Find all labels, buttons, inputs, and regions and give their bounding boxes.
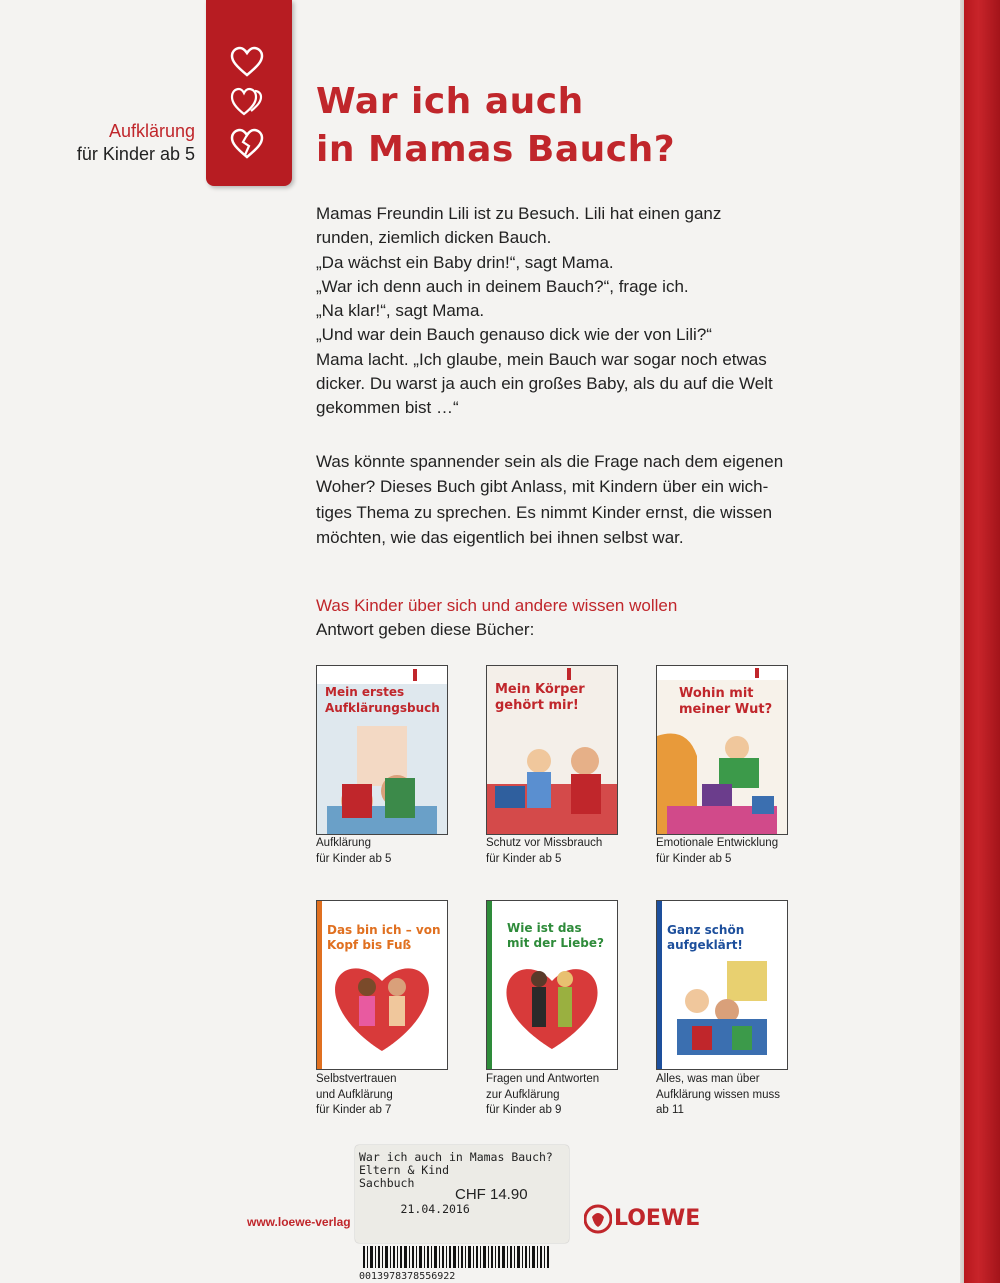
sticker-price: CHF 14.90 (455, 1186, 528, 1203)
caption-line: Aufklärung wissen muss (656, 1088, 780, 1101)
description-line: Was könnte spannender sein als die Frage nach dem eigenen (316, 452, 784, 471)
story-line: gekommen bist …“ (316, 398, 459, 418)
caption-line: Aufklärung (316, 837, 371, 849)
title-line-2: in Mamas Bauch? (316, 129, 676, 170)
heart-outline-icon (230, 46, 264, 78)
book-3-cover-title: Wohin mit meiner Wut? (679, 686, 773, 717)
caption-line: zur Aufklärung (486, 1088, 560, 1101)
series-label (77, 120, 195, 166)
book-cover-3 (656, 665, 788, 835)
caption-line: ab 11 (656, 1104, 684, 1116)
book-title (316, 78, 736, 174)
sticker-date: 21.04.2016 (400, 1202, 470, 1216)
story-line: runden, ziemlich dicken Bauch. (316, 228, 552, 248)
story-line: Mama lacht. „Ich glaube, mein Bauch war sogar noch etwas (316, 349, 767, 369)
lion-icon (584, 1203, 612, 1235)
story-excerpt (316, 202, 836, 421)
story-line: Mamas Freundin Lili ist zu Besuch. Lili hat einen ganz (316, 204, 722, 223)
book-4-cover-title: Das bin ich – von Kopf bis Fuß (327, 923, 441, 952)
book-cover-1 (316, 665, 448, 835)
story-line: „Na klar!“, sagt Mama. (316, 301, 485, 321)
caption-line: Alles, was man über (656, 1073, 760, 1085)
section-heading: Was Kinder über sich und andere wissen wollen (316, 596, 678, 615)
caption-line: Schutz vor Missbrauch (486, 837, 603, 849)
story-line: dicker. Du warst ja auch ein großes Baby, als du auf die Welt (316, 374, 773, 394)
book-5-cover-title: Wie ist das mit der Liebe? (507, 921, 604, 950)
publisher-name: LOEWE (614, 1206, 701, 1231)
story-line: „War ich denn auch in deinem Bauch?“, frage ich. (316, 276, 689, 296)
book-description (316, 449, 836, 550)
broken-heart-icon (230, 128, 264, 160)
book-spine (964, 0, 1000, 1283)
price-sticker (355, 1145, 569, 1282)
caption-line: für Kinder ab 7 (316, 1104, 392, 1116)
book-cover-5 (486, 900, 618, 1070)
book-cover-2 (486, 665, 618, 835)
description-line: möchten, wie das eigentlich bei ihnen selbst war. (316, 527, 684, 547)
book-2-caption (486, 836, 646, 867)
description-line: Woher? Dieses Buch gibt Anlass, mit Kindern über ein wich- (316, 477, 769, 497)
related-books-heading (316, 594, 836, 642)
caption-line: und Aufklärung (316, 1088, 393, 1101)
series-line-2: für Kinder ab 5 (76, 144, 195, 164)
caption-line: Emotionale Entwicklung (656, 837, 779, 849)
book-6-cover-title: Ganz schön aufgeklärt! (667, 923, 745, 952)
sticker-subcategory: Sachbuch (359, 1176, 415, 1190)
book-5-caption (486, 1072, 646, 1119)
sticker-title: War ich auch in Mamas Bauch? (359, 1150, 553, 1164)
caption-line: für Kinder ab 9 (486, 1104, 562, 1116)
book-3-caption (656, 836, 816, 867)
book-1-cover-title: Mein erstes Aufklärungsbuch (325, 685, 440, 715)
caption-line: für Kinder ab 5 (656, 852, 732, 865)
barcode (359, 1246, 557, 1268)
description-line: tiges Thema zu sprechen. Es nimmt Kinder ernst, die wissen (316, 502, 773, 522)
caption-line: Selbstvertrauen (316, 1073, 397, 1085)
book-cover-6 (656, 900, 788, 1070)
sticker-date-row (359, 1186, 569, 1242)
caption-line: für Kinder ab 5 (486, 852, 562, 865)
book-6-caption (656, 1072, 816, 1119)
book-4-caption (316, 1072, 476, 1119)
book-2-cover-title: Mein Körper gehört mir! (495, 682, 585, 713)
title-line-1: War ich auch (316, 81, 584, 122)
caption-line: Fragen und Antworten (486, 1073, 600, 1085)
series-line-1: Aufklärung (108, 121, 195, 141)
story-line: „Da wächst ein Baby drin!“, sagt Mama. (316, 252, 614, 272)
book-cover-4 (316, 900, 448, 1070)
story-line: „Und war dein Bauch genauso dick wie der von Lili?“ (316, 325, 712, 345)
sticker-category: Eltern & Kind (359, 1163, 450, 1177)
book-1-caption (316, 836, 476, 867)
caption-line: für Kinder ab 5 (316, 852, 392, 865)
section-subheading: Antwort geben diese Bücher: (316, 620, 535, 639)
publisher-website[interactable]: www.loewe-verlag (247, 1215, 351, 1229)
series-ribbon (206, 0, 292, 186)
barcode-number: 0013978378556922 (359, 1271, 456, 1282)
double-heart-icon (230, 86, 264, 118)
